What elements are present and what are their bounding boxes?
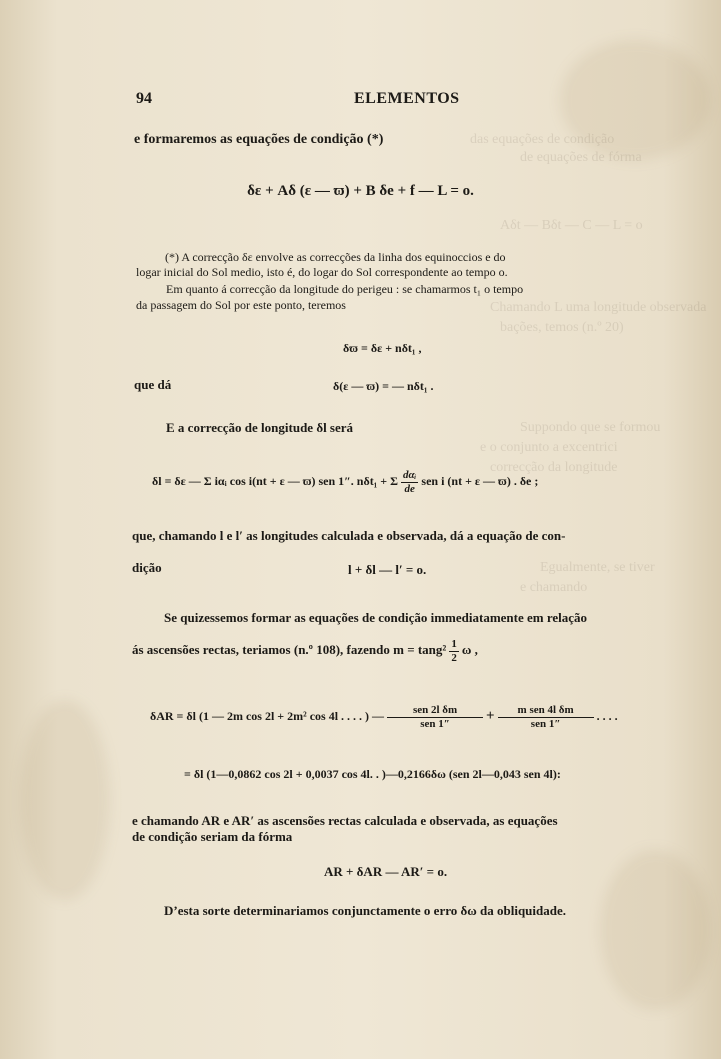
bleed-text: Chamando L uma longitude observada [490,300,707,315]
bleed-text: Suppondo que se formou [520,420,661,435]
bleed-text: bações, temos (n.º 20) [500,320,624,335]
equation [150,696,618,736]
equation: = δl (1—0,0862 cos 2l + 0,0037 cos 4l. . )—0,2166δω (sen 2l—0,043 sen 4l): [184,767,561,781]
page-number: 94 [136,90,152,107]
plus-sign: + [486,708,495,724]
fraction-denominator: de [404,482,415,495]
fraction [449,638,459,665]
bleed-text: e chamando [520,580,588,595]
fraction-denominator: 2 [451,651,457,664]
bleed-text: correcção da longitude [490,460,618,475]
footnote-line: da passagem do Sol por este ponto, teremos [136,298,346,312]
equation: l + δl — l′ = o. [348,562,427,577]
text-label: que dá [134,377,172,392]
equation: AR + δAR — AR′ = o. [324,864,448,879]
equation-part: . . . . [596,709,618,723]
equation: δϖ = δε + nδt₁ , [343,341,422,355]
footnote-line: Em quanto á correcção da longitude do perigeu : se chamarmos t₁ o tempo [166,282,524,296]
bleed-text: e o conjunto a excentrici [480,440,618,455]
fraction [387,704,483,731]
fraction [401,469,418,496]
text-label: dição [132,560,162,575]
footnote-line: (*) A correcção δε envolve as correcções da linha dos equinoccios e do [165,250,506,264]
text-line: e chamando AR e AR′ as ascensões rectas calculada e observada, as equações [132,813,558,828]
footnote-line: logar inicial do Sol medio, isto é, do logar do Sol correspondente ao tempo o. [136,265,508,279]
equation-part: δAR = δl (1 — 2m cos 2l + 2m² cos 4l . . . . ) — [150,709,385,723]
fraction-numerator: m sen 4l δm [498,704,594,718]
equation-part: sen i (nt + ε — ϖ) . δe ; [421,474,539,488]
bleed-text: de equações de fórma [520,150,642,165]
text-line: Se quizessemos formar as equações de condição immediatamente em relação [164,610,588,625]
text-part: ás ascensões rectas, teriamos (n.º 108), fazendo m = tang² [132,642,447,657]
text-line: E a correcção de longitude δl será [166,420,354,435]
equation-part: δl = δε — Σ iαᵢ cos i(nt + ε — ϖ) sen 1″. nδt₁ + Σ [152,474,398,488]
text-line: de condição seriam da fórma [132,829,293,844]
text-line: que, chamando l e l′ as longitudes calculada e observada, dá a equação de con- [132,528,566,543]
bleed-text: Egualmente, se tiver [540,560,655,575]
equation [152,466,538,496]
fraction-denominator: sen 1″ [420,717,450,730]
equation: δε + Aδ (ε — ϖ) + B δe + f — L = o. [247,183,474,199]
text-line: D’esta sorte determinariamos conjunctamente o erro δω da obliquidade. [164,903,566,918]
running-title: ELEMENTOS [354,90,460,107]
text-part: ω , [461,642,478,657]
bleed-text: Aδt — Bδt — C — L = o [500,218,643,233]
fraction-numerator: dαᵢ [402,468,417,481]
fraction-numerator: sen 2l δm [387,704,483,718]
fraction-numerator: 1 [451,637,457,650]
bleed-text: das equações de condição [470,132,615,147]
equation: δ(ε — ϖ) = — nδt₁ . [333,379,434,393]
fraction-denominator: sen 1″ [530,717,561,730]
text-line: e formaremos as equações de condição (*) [134,132,384,147]
text-line [132,634,478,666]
fraction [498,704,594,731]
